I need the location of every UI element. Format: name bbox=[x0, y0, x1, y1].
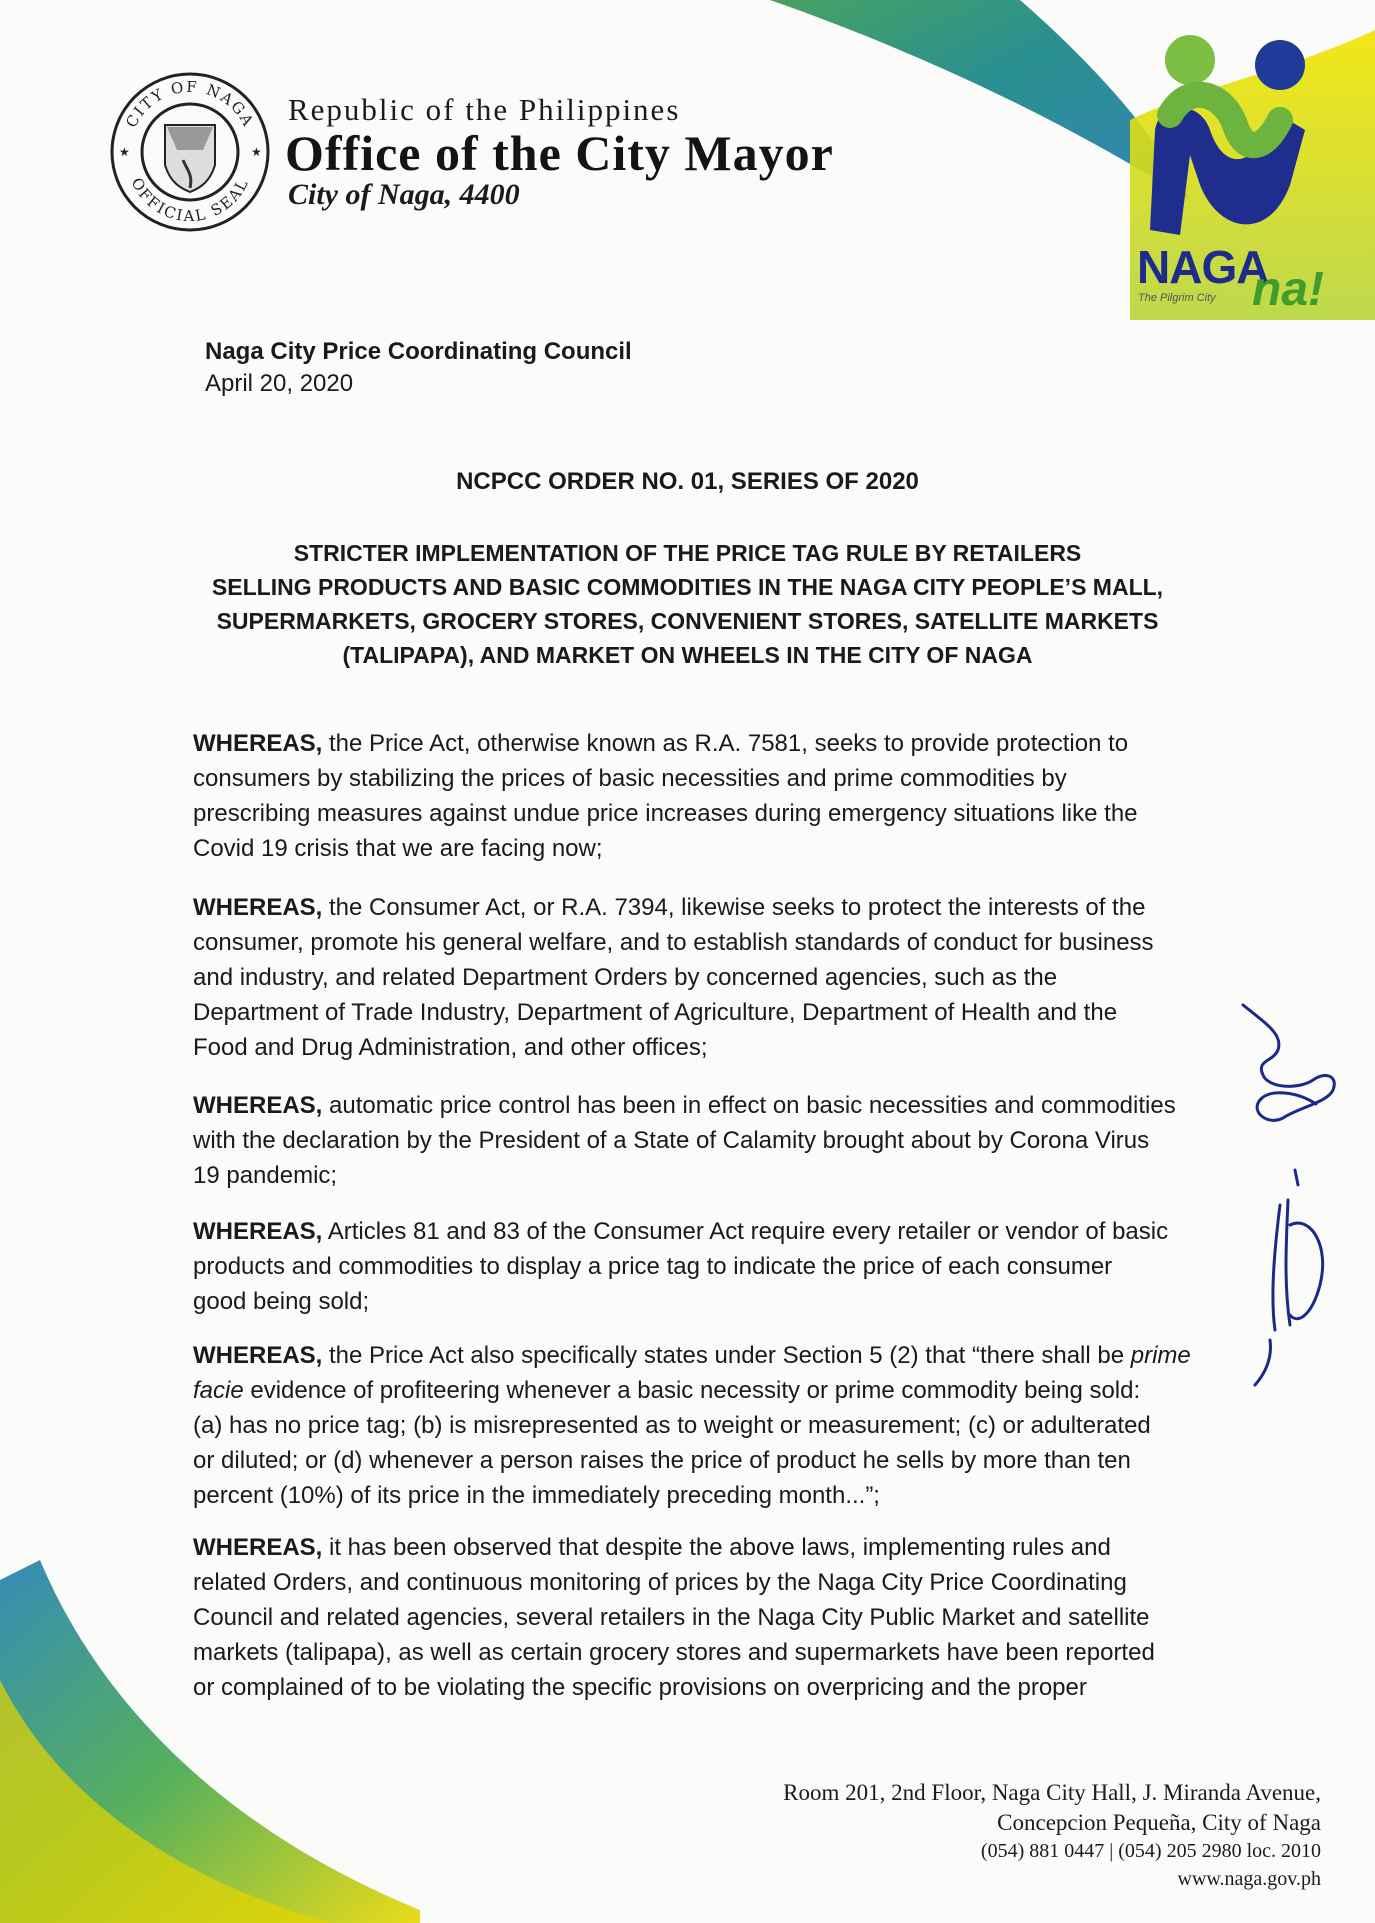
paragraph-line: with the declaration by the President of a State of Calamity brought about by Corona Virus bbox=[193, 1127, 1150, 1154]
paragraph-line: prescribing measures against undue price increases during emergency situations like the bbox=[193, 800, 1138, 827]
svg-text:★: ★ bbox=[251, 145, 262, 159]
official-seal-icon bbox=[105, 70, 275, 235]
bottom-swoosh-graphic bbox=[0, 1560, 420, 1923]
svg-text:OFFICIAL SEAL: OFFICIAL SEAL bbox=[127, 174, 253, 226]
paragraph-line: it has been observed that despite the above laws, implementing rules and bbox=[322, 1534, 1111, 1561]
letterhead-city: City of Naga, 4400 bbox=[288, 178, 520, 211]
footer-address-line-2: Concepcion Pequeña, City of Naga bbox=[997, 1810, 1321, 1835]
paragraph-line: automatic price control has been in effect on basic necessities and commodities bbox=[322, 1092, 1176, 1119]
whereas-label: WHEREAS, bbox=[193, 1092, 323, 1119]
paragraph-italic: prime bbox=[1130, 1342, 1191, 1369]
paragraph-line: Council and related agencies, several retailers in the Naga City Public Market and satellite bbox=[193, 1604, 1150, 1631]
document-date: April 20, 2020 bbox=[205, 370, 354, 397]
order-title-line: SUPERMARKETS, GROCERY STORES, CONVENIENT STORES, SATELLITE MARKETS bbox=[216, 608, 1159, 634]
handwritten-signature-icon bbox=[1250, 1165, 1340, 1390]
whereas-paragraph-1 bbox=[193, 726, 1208, 866]
paragraph-line: the Consumer Act, or R.A. 7394, likewise seeks to protect the interests of the bbox=[322, 894, 1146, 921]
paragraph-line: products and commodities to display a price tag to indicate the price of each consumer bbox=[193, 1253, 1113, 1280]
paragraph-line: 19 pandemic; bbox=[193, 1162, 338, 1189]
letterhead-republic: Republic of the Philippines bbox=[288, 92, 681, 127]
order-title bbox=[170, 536, 1205, 672]
svg-text:CITY OF NAGA: CITY OF NAGA bbox=[122, 77, 258, 131]
footer-phone: (054) 881 0447 | (054) 205 2980 loc. 2010 bbox=[980, 1840, 1321, 1862]
whereas-label: WHEREAS, bbox=[193, 1342, 323, 1369]
whereas-paragraph-4 bbox=[193, 1214, 1208, 1319]
paragraph-line: Covid 19 crisis that we are facing now; bbox=[193, 835, 603, 862]
footer-address-line-1: Room 201, 2nd Floor, Naga City Hall, J. Miranda Avenue, bbox=[783, 1780, 1321, 1805]
council-name: Naga City Price Coordinating Council bbox=[205, 338, 632, 365]
paragraph-line: markets (talipapa), as well as certain grocery stores and supermarkets have been reported bbox=[193, 1639, 1155, 1666]
order-title-line: (TALIPAPA), AND MARKET ON WHEELS IN THE CITY OF NAGA bbox=[342, 642, 1033, 668]
paragraph-line: Department of Trade Industry, Department of Agriculture, Department of Health and the bbox=[193, 999, 1118, 1026]
paragraph-line: Articles 81 and 83 of the Consumer Act require every retailer or vendor of basic bbox=[322, 1218, 1169, 1245]
paragraph-line: or complained of to be violating the specific provisions on overpricing and the proper bbox=[193, 1674, 1087, 1701]
paragraph-line: or diluted; or (d) whenever a person raises the price of product he sells by more than ten bbox=[193, 1447, 1131, 1474]
paragraph-line: consumer, promote his general welfare, and to establish standards of conduct for business bbox=[193, 929, 1154, 956]
order-number: NCPCC ORDER NO. 01, SERIES OF 2020 bbox=[456, 468, 919, 495]
paragraph-line: consumers by stabilizing the prices of basic necessities and prime commodities by bbox=[193, 765, 1067, 792]
paragraph-italic: facie bbox=[193, 1377, 244, 1404]
paragraph-line: related Orders, and continuous monitoring of prices by the Naga City Price Coordinating bbox=[193, 1569, 1127, 1596]
paragraph-line: good being sold; bbox=[193, 1288, 370, 1315]
footer-website: www.naga.gov.ph bbox=[1177, 1868, 1321, 1890]
paragraph-line: percent (10%) of its price in the immediately preceding month...”; bbox=[193, 1482, 880, 1509]
letterhead-office: Office of the City Mayor bbox=[285, 125, 834, 181]
handwritten-initial-icon bbox=[1238, 1000, 1348, 1130]
whereas-label: WHEREAS, bbox=[193, 1218, 323, 1245]
whereas-label: WHEREAS, bbox=[193, 894, 323, 921]
paragraph-line: and industry, and related Department Orders by concerned agencies, such as the bbox=[193, 964, 1058, 991]
order-title-line: STRICTER IMPLEMENTATION OF THE PRICE TAG RULE BY RETAILERS bbox=[293, 540, 1082, 566]
order-title-line: SELLING PRODUCTS AND BASIC COMMODITIES IN THE NAGA CITY PEOPLE’S MALL, bbox=[211, 574, 1164, 600]
paragraph-line: (a) has no price tag; (b) is misrepresented as to weight or measurement; (c) or adulterated bbox=[193, 1412, 1151, 1439]
paragraph-line: Food and Drug Administration, and other offices; bbox=[193, 1034, 708, 1061]
naga-logo-text: NAGA bbox=[1137, 241, 1269, 293]
naga-suffix: na! bbox=[1252, 263, 1324, 316]
naga-tagline: The Pilgrim City bbox=[1138, 292, 1216, 304]
whereas-paragraph-5 bbox=[193, 1338, 1208, 1513]
whereas-paragraph-2 bbox=[193, 890, 1208, 1065]
paragraph-line: the Price Act, otherwise known as R.A. 7581, seeks to provide protection to bbox=[322, 730, 1129, 757]
paragraph-line: the Price Act also specifically states under Section 5 (2) that “there shall be bbox=[322, 1342, 1131, 1369]
whereas-label: WHEREAS, bbox=[193, 730, 323, 757]
whereas-label: WHEREAS, bbox=[193, 1534, 323, 1561]
paragraph-line: evidence of profiteering whenever a basic necessity or prime commodity being sold: bbox=[243, 1377, 1141, 1404]
svg-text:★: ★ bbox=[119, 145, 130, 159]
whereas-paragraph-3 bbox=[193, 1088, 1208, 1193]
